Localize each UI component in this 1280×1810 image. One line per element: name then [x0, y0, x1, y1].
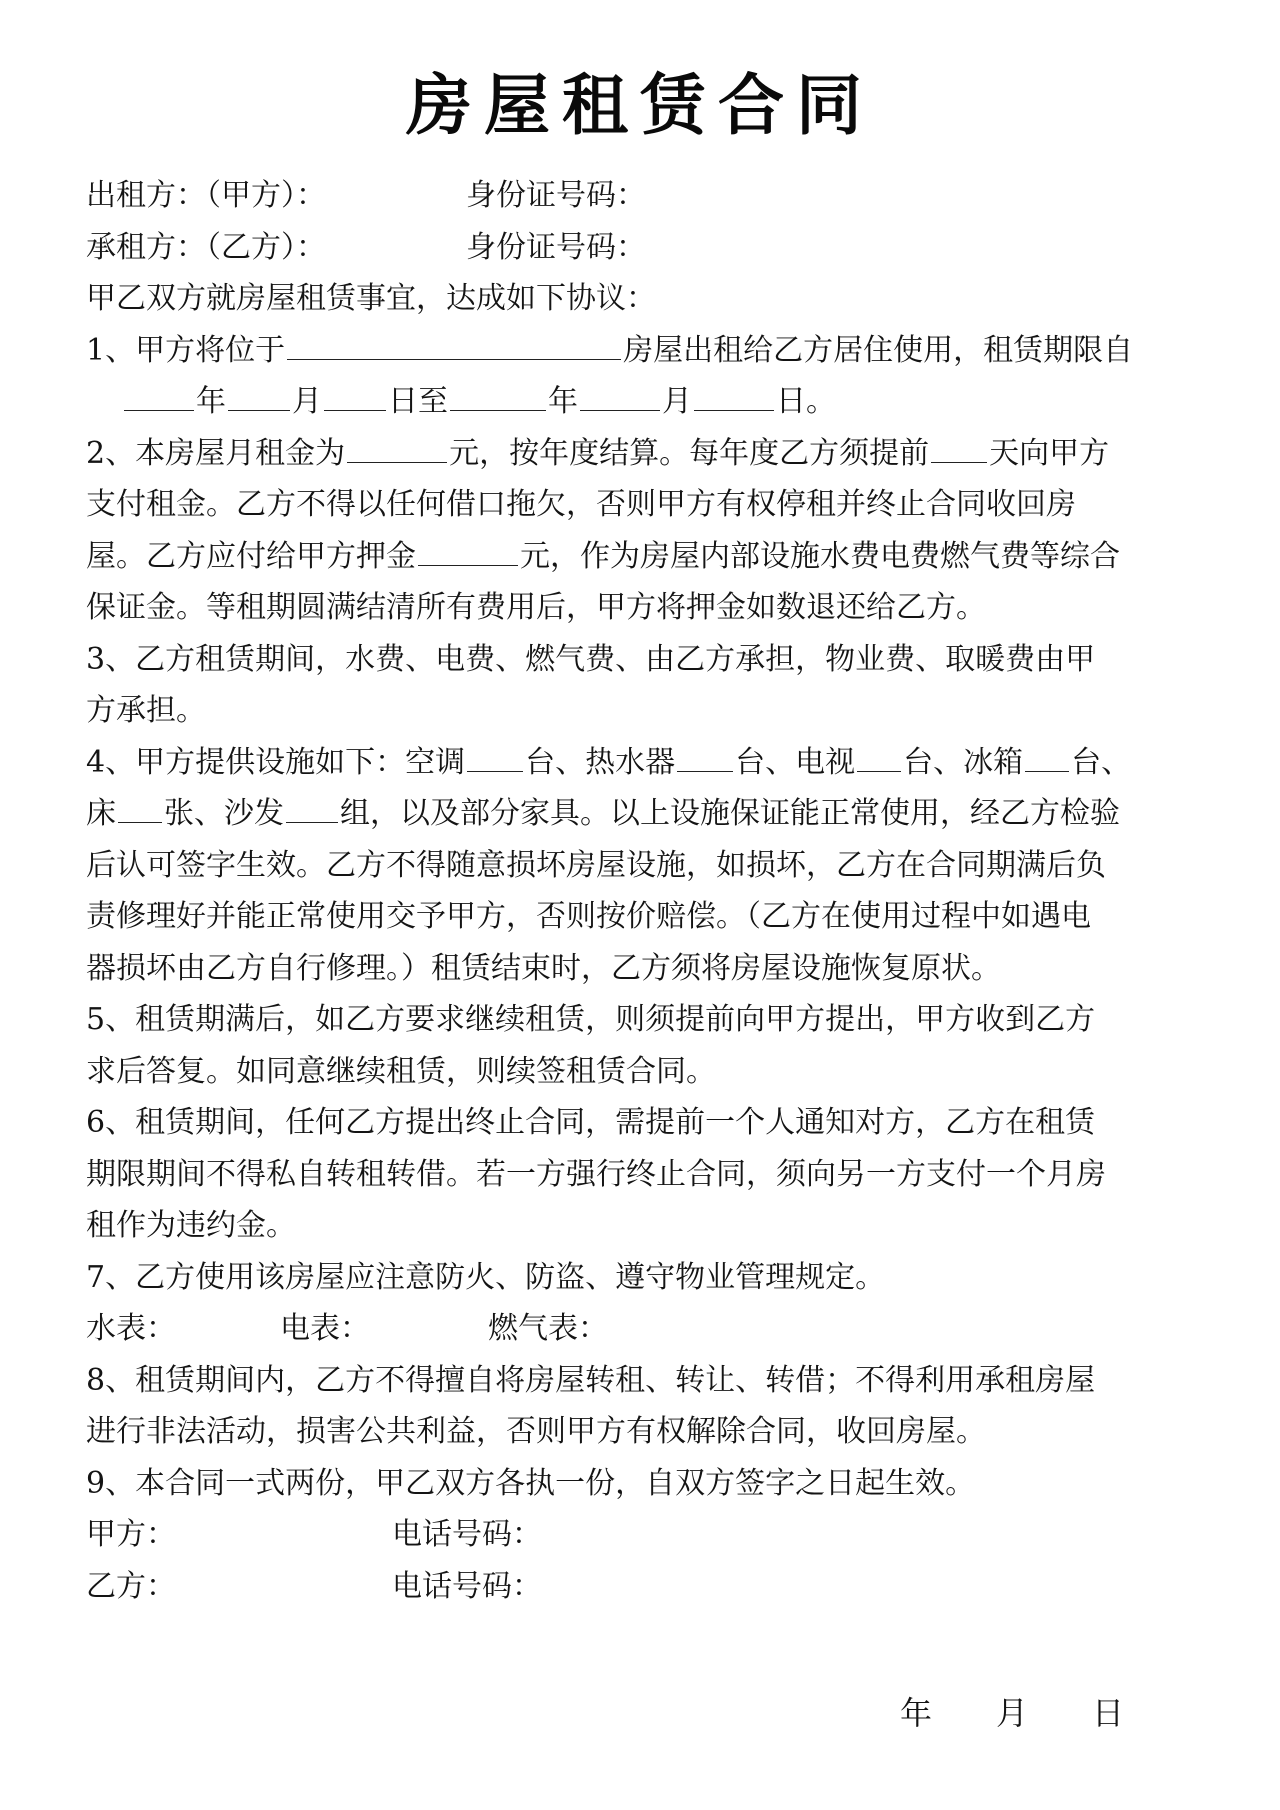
party-b-label: 乙方：: [86, 1568, 176, 1604]
clause-8-line-1: 8、租赁期间内，乙方不得擅自将房屋转租、转让、转借；不得利用承租房屋: [86, 1362, 1096, 1398]
date-day: 日: [1092, 1694, 1125, 1732]
contract-body: [86, 170, 1196, 1612]
clause-4-line-5: 器损坏由乙方自行修理。）租赁结束时，乙方须将房屋设施恢复原状。: [86, 950, 1001, 986]
clause-2-line-1: 2、本房屋月租金为 元，按年度结算。每年度乙方须提前 天向甲方: [86, 428, 1196, 480]
meter-line: [86, 1303, 1196, 1355]
clause-4-line-2: 床 张、沙发 组，以及部分家具。以上设施保证能正常使用，经乙方检验: [86, 788, 1196, 840]
clause-3-line-2: 方承担。: [86, 693, 206, 728]
lessor-id-label: 身份证号码：: [466, 178, 646, 213]
intro-line: 甲乙双方就房屋租赁事宜，达成如下协议：: [86, 281, 656, 316]
party-a-phone-label: 电话号码：: [392, 1517, 542, 1552]
party-a-label: 甲方：: [86, 1517, 176, 1552]
party-a-signature-line: [86, 1509, 1196, 1561]
clause-6-line-3: 租作为违约金。: [86, 1208, 296, 1243]
clause-4-line-1: 4、甲方提供设施如下：空调 台、热水器 台、电视 台、冰箱 台、: [86, 737, 1196, 789]
clause-2-line-2: 支付租金。乙方不得以任何借口拖欠，否则甲方有权停租并终止合同收回房: [86, 487, 1076, 522]
lessee-id-label: 身份证号码：: [466, 229, 646, 265]
clause-1-line-2: 年 月 日至 年 月 日。: [86, 376, 1196, 428]
water-meter-label: 水表：: [86, 1311, 176, 1346]
clause-6-line-2: 期限期间不得私自转租转借。若一方强行终止合同，须向另一方支付一个月房: [86, 1156, 1106, 1192]
sign-date: [900, 1688, 1124, 1734]
lessee-line: [86, 222, 1196, 274]
party-b-signature-line: [86, 1561, 1196, 1613]
lessor-line: [86, 170, 1196, 222]
clause-7-line-1: 7、乙方使用该房屋应注意防火、防盗、遵守物业管理规定。: [86, 1259, 886, 1295]
lessor-label: 出租方：（甲方）：: [86, 178, 326, 213]
clause-9-line-1: 9、本合同一式两份，甲乙双方各执一份，自双方签字之日起生效。: [86, 1465, 976, 1501]
page-title: 房屋租赁合同: [406, 66, 874, 144]
clause-1-line-1: 1、甲方将位于 房屋出租给乙方居住使用，租赁期限自: [86, 325, 1196, 377]
date-year: 年: [900, 1694, 933, 1732]
date-month: 月: [996, 1694, 1029, 1732]
clause-4-line-3: 后认可签字生效。乙方不得随意损坏房屋设施，如损坏，乙方在合同期满后负: [86, 847, 1106, 883]
clause-5-line-2: 求后答复。如同意继续租赁，则续签租赁合同。: [86, 1053, 716, 1089]
clause-6-line-1: 6、租赁期间，任何乙方提出终止合同，需提前一个人通知对方，乙方在租赁: [86, 1105, 1096, 1140]
address-blank: [287, 329, 621, 360]
clause-8-line-2: 进行非法活动，损害公共利益，否则甲方有权解除合同，收回房屋。: [86, 1414, 986, 1449]
clause-5-line-1: 5、租赁期满后，如乙方要求继续租赁，则须提前向甲方提出，甲方收到乙方: [86, 1002, 1096, 1037]
clause-2-line-3: 屋。乙方应付给甲方押金 元，作为房屋内部设施水费电费燃气费等综合: [86, 531, 1196, 583]
party-b-phone-label: 电话号码：: [392, 1568, 542, 1604]
gas-meter-label: 燃气表：: [488, 1311, 608, 1346]
clause-3-line-1: 3、乙方租赁期间，水费、电费、燃气费、由乙方承担，物业费、取暖费由甲: [86, 641, 1096, 677]
clause-4-line-4: 责修理好并能正常使用交予甲方，否则按价赔偿。（乙方在使用过程中如遇电: [86, 899, 1091, 934]
lessee-label: 承租方：（乙方）：: [86, 229, 326, 265]
electric-meter-label: 电表：: [280, 1311, 370, 1346]
clause-2-line-4: 保证金。等租期圆满结清所有费用后，甲方将押金如数退还给乙方。: [86, 590, 986, 625]
